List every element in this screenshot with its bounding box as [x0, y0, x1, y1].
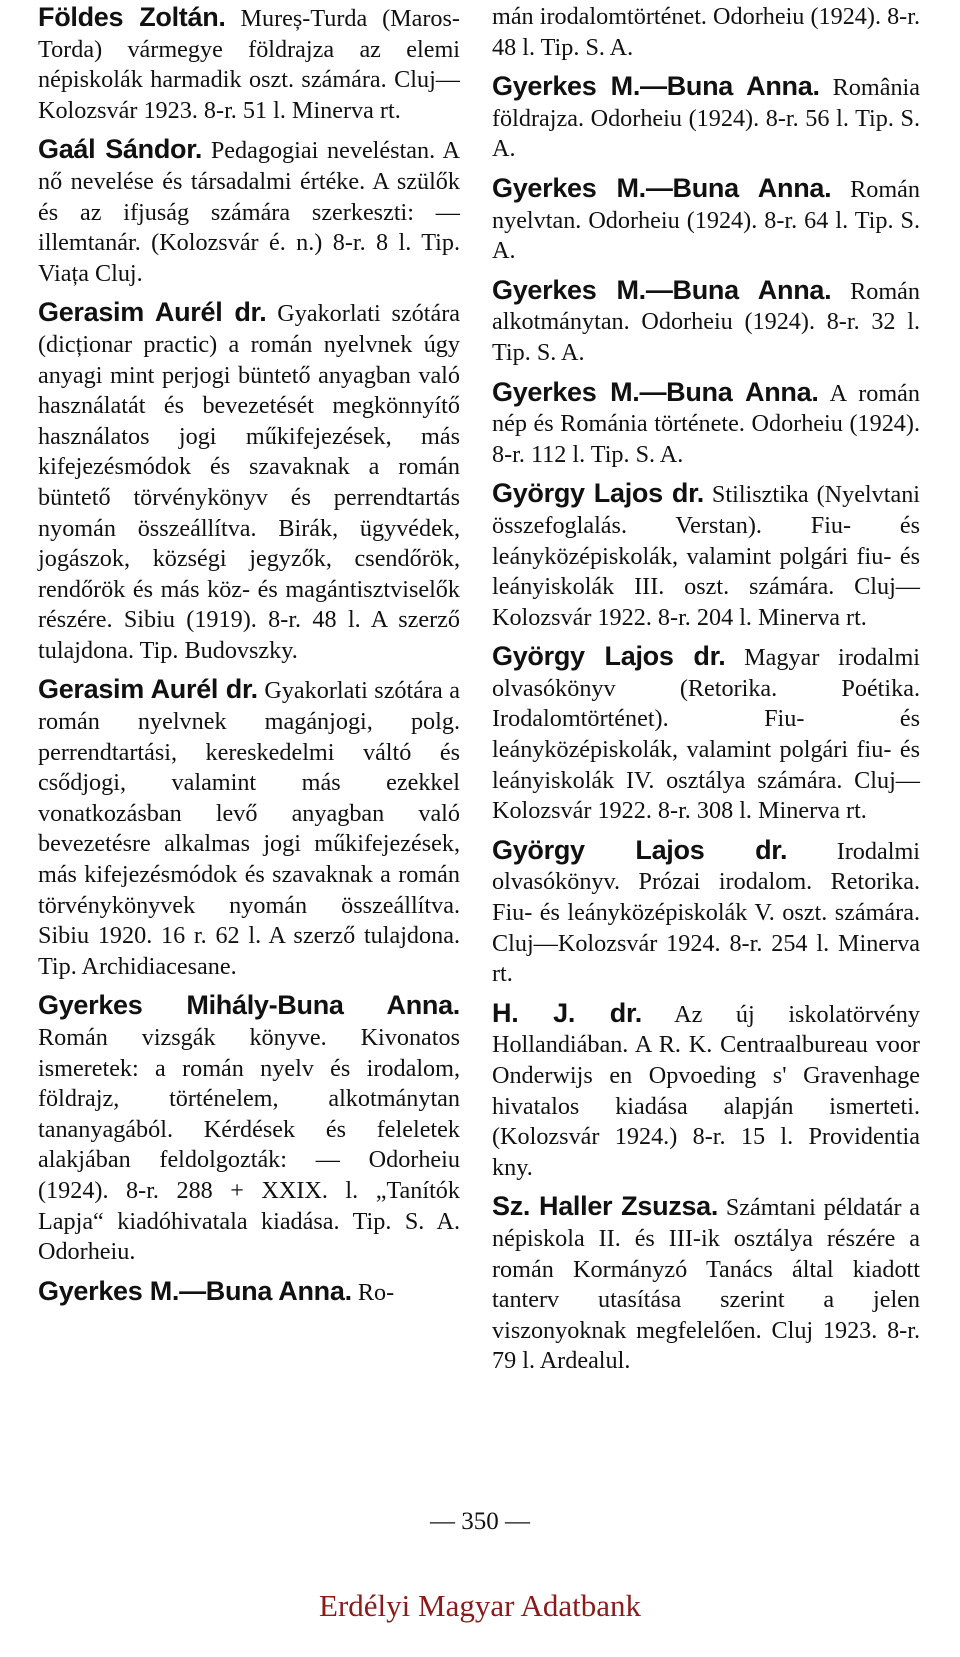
entry-author: Gyerkes M.—Buna Anna. [492, 274, 832, 305]
entry-text: Számtani példatár a népiskola II. és III-ik osztálya részére a román Kormányzó Tanács által kiadott tanterv utasítása szerint a jelen viszonyoknak megfelelően. Cluj 1923. 8-r. 79 l. Ardealul. [492, 1194, 920, 1375]
bib-entry [38, 2, 460, 126]
entry-author: György Lajos dr. [492, 478, 704, 509]
entry-author: Gyerkes M.—Buna Anna. [38, 1275, 352, 1306]
bib-entry [492, 275, 920, 369]
bib-entry [492, 1191, 920, 1377]
entry-text: Stilisztika (Nyelvtani összefoglalás. Verstan). Fiu- és leányközépiskolák, valamint polgári fiu- és leányiskolák III. oszt. számára. Cluj—Kolozsvár 1922. 8-r. 204 l. Minerva rt. [492, 481, 921, 631]
entry-author: György Lajos dr. [492, 834, 788, 865]
entry-author: Gyerkes Mihály-Buna Anna. [38, 990, 460, 1021]
entry-text: Magyar irodalmi olvasókönyv (Retorika. Poétika. Irodalomtörténet). Fiu- és leányközépiskolák, valamint polgári fiu- és leányiskolák IV. osztálya számára. Cluj—Kolozsvár 1922. 8-r. 308 l. Minerva rt. [492, 644, 921, 825]
page-number: — 350 — [430, 1508, 530, 1535]
bib-entry [38, 134, 460, 289]
entry-author: Gaál Sándor. [38, 134, 203, 165]
bib-entry-continuation [492, 2, 920, 63]
right-column [492, 2, 920, 1377]
bib-entry [492, 71, 920, 165]
entry-author: Gerasim Aurél dr. [38, 297, 267, 328]
entry-text: Román alkotmánytan. Odorheiu (1924). 8-r. 32 l. Tip. S. A. [492, 277, 920, 366]
entry-author: Gyerkes M.—Buna Anna. [492, 172, 832, 203]
entry-text: Gyakorlati szótára a román nyelvnek magánjogi, polg. perrendtartási, kereskedelmi váltó és csődjogi, valamint más ezekkel vonatkozásban levő anyagban való bevezetésre alkalmas jogi műkifejezések, más kifejezésmódok és szavaknak a román törvénykönyvek nyomán összeállítva. Sibiu 1920. 16 r. 62 l. A szerző tulajdona. Tip. Archidiacesane. [38, 677, 460, 980]
bib-entry [492, 478, 920, 633]
bib-entry [492, 641, 920, 827]
entry-text: Mureș-Turda (Maros-Torda) vármegye földrajza az elemi népiskolák harmadik oszt. számára. Cluj—Kolozsvár 1923. 8-r. 51 l. Minerva rt. [38, 5, 460, 124]
source-watermark: Erdélyi Magyar Adatbank [319, 1588, 641, 1623]
bib-entry [492, 835, 920, 990]
entry-text: Irodalmi olvasókönyv. Prózai irodalom. Retorika. Fiu- és leányközépiskolák V. oszt. számára. Cluj—Kolozsvár 1924. 8-r. 254 l. Minerva rt. [492, 837, 920, 988]
entry-text: A román nép és Románia története. Odorheiu (1924). 8-r. 112 l. Tip. S. A. [492, 379, 920, 468]
entry-text: Román nyelvtan. Odorheiu (1924). 8-r. 64 l. Tip. S. A. [492, 175, 920, 265]
entry-author: Földes Zoltán. [38, 2, 226, 32]
bib-entry [492, 998, 920, 1184]
entry-author: Gyerkes M.—Buna Anna. [492, 71, 820, 102]
entry-author: György Lajos dr. [492, 641, 726, 672]
bib-entry [492, 377, 920, 471]
entry-text: Gyakorlati szótára (dicționar practic) a román nyelvnek úgy anyagi mint perjogi büntető anyagban való használatát és bevezetését megkönnyítő használatos jogi műkifejezések, más kifejezésmódok és szavaknak a román büntető törvénykönyv és perrendtartás nyomán összeállítva. Birák, ügyvédek, jogászok, községi jegyzők, csendőrök, rendőrök és más köz- és magántisztviselők részére. Sibiu (1919). 8-r. 48 l. A szerző tulajdona. Tip. Budovszky. [38, 300, 460, 664]
bib-entry [492, 173, 920, 267]
left-column [38, 2, 460, 1308]
entry-text: Pedagogiai neveléstan. A nő nevelése és társadalmi értéke. A szülők és az ifjuság számára szerkeszti: — illemtanár. (Kolozsvár é. n.) 8-r. 8 l. Tip. Viața Cluj. [38, 137, 460, 287]
entry-text: Az új iskolatörvény Hollandiában. A R. K. Centraalbureau voor Onderwijs en Opvoeding s' Gravenhage hivatalos kiadása alapján ismerteti. (Kolozsvár 1924.) 8-r. 15 l. Providentia kny. [492, 1000, 920, 1181]
entry-text: Ro- [357, 1278, 395, 1306]
entry-author: H. J. dr. [492, 997, 642, 1028]
entry-author: Gerasim Aurél dr. [38, 674, 258, 705]
bib-entry [38, 1276, 460, 1309]
bib-entry [38, 674, 460, 982]
bib-entry [38, 297, 460, 666]
entry-text: Román vizsgák könyve. Kivonatos ismeretek: a román nyelv és irodalom, földrajz, történelem, alkotmánytan tananyagából. Kérdések és feleletek alakjában feldolgozták: — Odorheiu (1924). 8-r. 288 + XXIX. l. „Tanítók Lapja“ kiadóhivatala kiadása. Tip. S. A. Odorheiu. [38, 1024, 460, 1266]
entry-author: Sz. Haller Zsuzsa. [492, 1191, 719, 1222]
entry-text: mán irodalomtörténet. Odorheiu (1924). 8-r. 48 l. Tip. S. A. [492, 3, 920, 61]
entry-author: Gyerkes M.—Buna Anna. [492, 376, 819, 407]
entry-text: România földrajza. Odorheiu (1924). 8-r. 56 l. Tip. S. A. [492, 74, 920, 163]
bib-entry [38, 990, 460, 1267]
